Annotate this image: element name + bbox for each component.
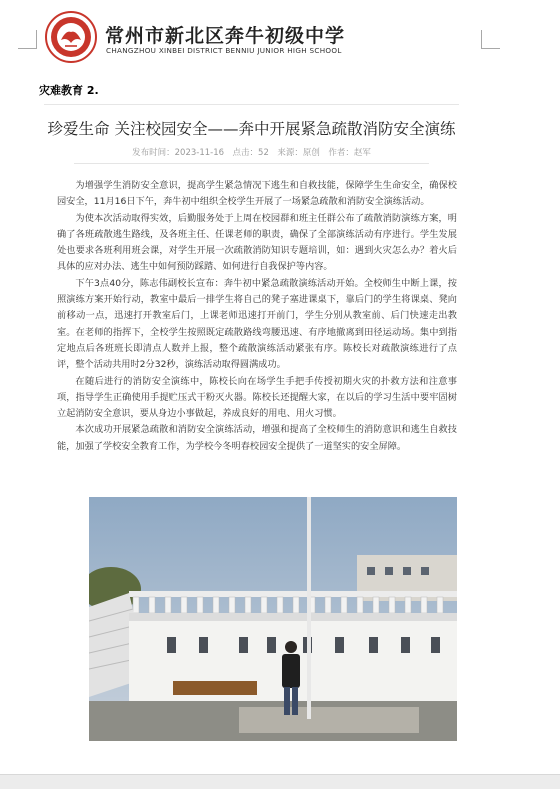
school-logo-icon — [44, 10, 98, 64]
article-title: 珍爱生命 关注校园安全——奔中开展紧急疏散消防安全演练 — [47, 120, 456, 138]
article-meta: 发布时间：2023-11-16 点击：52 来源：原创 作者：赵军 — [132, 148, 371, 158]
section-heading: 灾难教育 2. — [39, 84, 99, 97]
crop-mark-top-right — [481, 30, 500, 49]
drill-photo — [89, 497, 457, 741]
article-paragraph: 在随后进行的消防安全演练中，陈校长向在场学生手把手传授初期火灾的扑救方法和注意事项，指导学生正确使用手提贮压式干粉灭火器。陈校长还提醒大家，在以后的学习生活中要牢固树立起消防安全意识，要从身边小事做起，养成良好的用电、用火习惯。 — [57, 375, 457, 420]
school-name-en: CHANGZHOU XINBEI DISTRICT BENNIU JUNIOR HIGH SCHOOL — [106, 46, 342, 55]
article-paragraph: 为增强学生消防安全意识，提高学生紧急情况下逃生和自救技能，保障学生生命安全，确保校园安全，11月16日下午，奔牛初中组织全校学生开展了一场紧急疏散和消防安全演练活动。 — [57, 180, 457, 208]
title-divider — [74, 163, 429, 164]
article-paragraph: 本次成功开展紧急疏散和消防安全演练活动，增强和提高了全校师生的消防意识和逃生自救技能，加强了学校安全教育工作，为学校今冬明春校园安全提供了一道坚实的安全屏障。 — [57, 424, 457, 452]
page-bottom-strip — [0, 774, 560, 789]
article-screenshot — [44, 104, 459, 741]
crop-mark-top-left — [18, 30, 37, 49]
article-paragraph: 为使本次活动取得实效，后勤服务处于上周在校园群和班主任群公布了疏散消防演练方案，明确了各班疏散逃生路线，及各班主任、任课老师的职责，确保了全部演练活动有序进行。学生发展处也要求各班利用班会课，对学生开展一次疏散消防知识专题培训，如：遇到火灾怎么办？着火后具体的应对办法、逃生中如何预防踩踏、如何进行自我保护等内容。 — [57, 212, 457, 273]
article-paragraph: 下午3点40分，陈志伟副校长宣布：奔牛初中紧急疏散演练活动开始。全校师生中断上课，按照演练方案开始行动，教室中最后一排学生将自己的凳子塞进课桌下，靠后门的学生将课桌、凳向前移动一点，迅速打开教室后门，上课老师迅速打开前门，学生分别从教室前、后门快速走出教室。在老师的指挥下，全校学生按照既定疏散路线弯腰迅速、有序地撤离到田径运动场。集中到指定地点后各班班长即清点人数并上报，整个疏散演练活动紧张有序。陈校长对疏散演练进行了点评，整个活动共用时2分32秒，演练活动取得圆满成功。 — [57, 277, 457, 371]
article-body — [57, 178, 457, 455]
school-name-cn: 常州市新北区奔牛初级中学 — [105, 25, 346, 47]
